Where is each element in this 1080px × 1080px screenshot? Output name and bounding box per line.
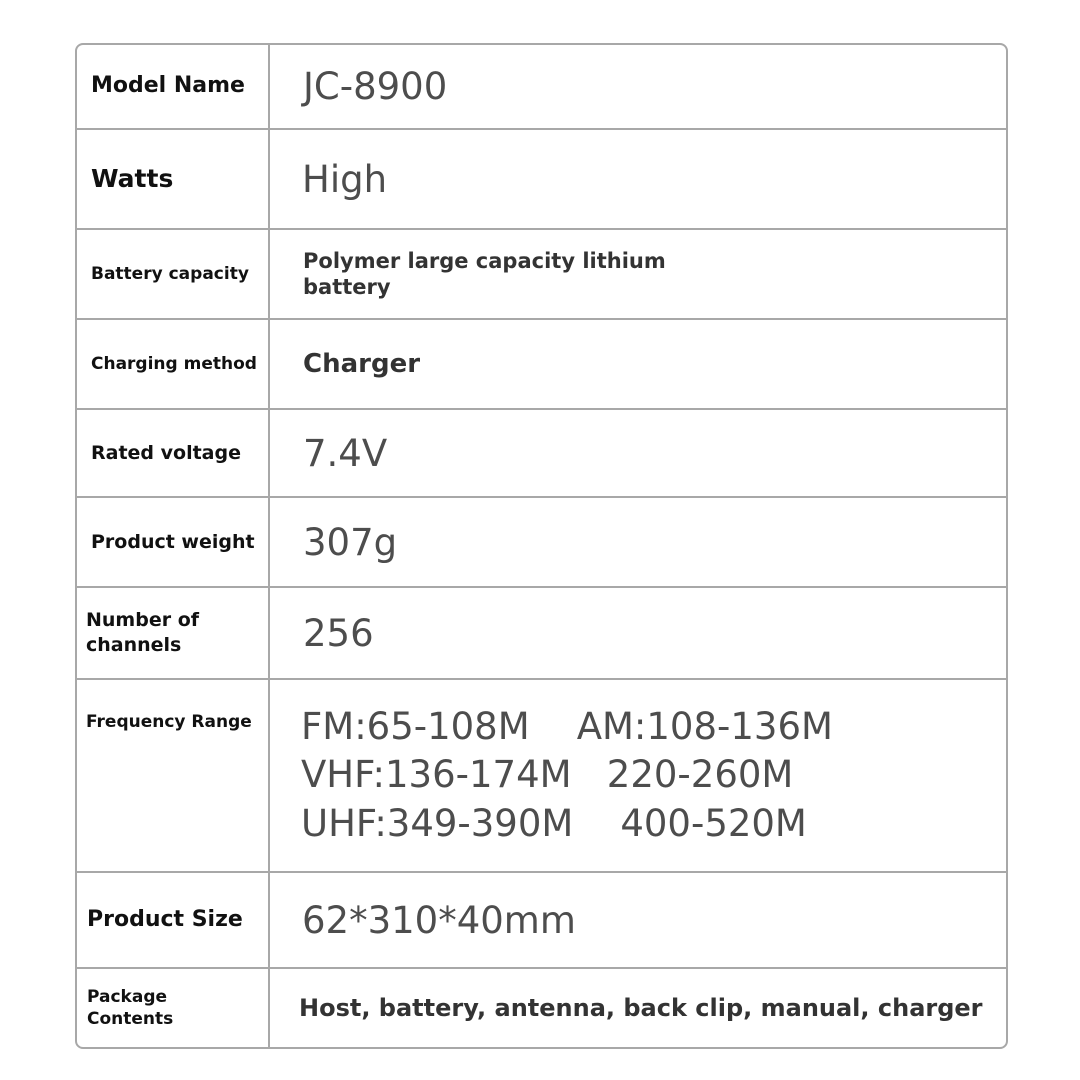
spec-value bbox=[270, 680, 1006, 871]
package-label-lines bbox=[87, 986, 173, 1030]
battery-capacity-lines bbox=[303, 248, 666, 301]
spec-value: Host, battery, antenna, back clip, manual, charger bbox=[299, 994, 983, 1022]
frequency-line: UHF:349-390M 400-520M bbox=[301, 801, 807, 845]
spec-label: Rated voltage bbox=[77, 410, 270, 496]
spec-row-rated-voltage bbox=[77, 410, 1006, 498]
channels-label-lines bbox=[86, 608, 199, 657]
spec-value bbox=[270, 230, 1006, 318]
spec-value: JC-8900 bbox=[303, 65, 448, 108]
spec-label bbox=[77, 588, 270, 678]
spec-row-battery-capacity bbox=[77, 230, 1006, 320]
spec-label: Product weight bbox=[77, 498, 270, 586]
frequency-line: FM:65-108M AM:108-136M bbox=[301, 705, 833, 749]
spec-value: 307g bbox=[303, 520, 398, 564]
spec-row-charging-method bbox=[77, 320, 1006, 410]
channels-label-line: channels bbox=[86, 634, 182, 656]
package-label-line: Contents bbox=[87, 1009, 174, 1029]
spec-table bbox=[75, 43, 1008, 1049]
spec-label: Frequency Range bbox=[77, 680, 270, 871]
spec-value: High bbox=[302, 157, 388, 201]
spec-label: Battery capacity bbox=[77, 230, 270, 318]
spec-label: Watts bbox=[77, 130, 270, 228]
spec-label: Product Size bbox=[77, 873, 270, 967]
spec-row-number-of-channels bbox=[77, 588, 1006, 680]
spec-label: Model Name bbox=[77, 45, 270, 128]
frequency-line: VHF:136-174M 220-260M bbox=[301, 753, 794, 797]
spec-row-package-contents bbox=[77, 969, 1006, 1047]
spec-label bbox=[77, 969, 270, 1047]
spec-value: Charger bbox=[303, 349, 421, 379]
frequency-lines bbox=[301, 703, 833, 847]
battery-capacity-line: battery bbox=[303, 275, 391, 299]
battery-capacity-line: Polymer large capacity lithium bbox=[303, 248, 666, 273]
spec-row-product-weight bbox=[77, 498, 1006, 588]
spec-value: 256 bbox=[303, 611, 374, 655]
package-label-line: Package bbox=[87, 986, 168, 1007]
spec-value: 7.4V bbox=[303, 431, 388, 475]
spec-value: 62*310*40mm bbox=[302, 898, 576, 942]
spec-row-frequency-range bbox=[77, 680, 1006, 873]
spec-row-product-size bbox=[77, 873, 1006, 969]
spec-row-watts bbox=[77, 130, 1006, 230]
channels-label-line: Number of bbox=[86, 609, 200, 632]
spec-row-model-name bbox=[77, 45, 1006, 130]
spec-label: Charging method bbox=[77, 320, 270, 408]
